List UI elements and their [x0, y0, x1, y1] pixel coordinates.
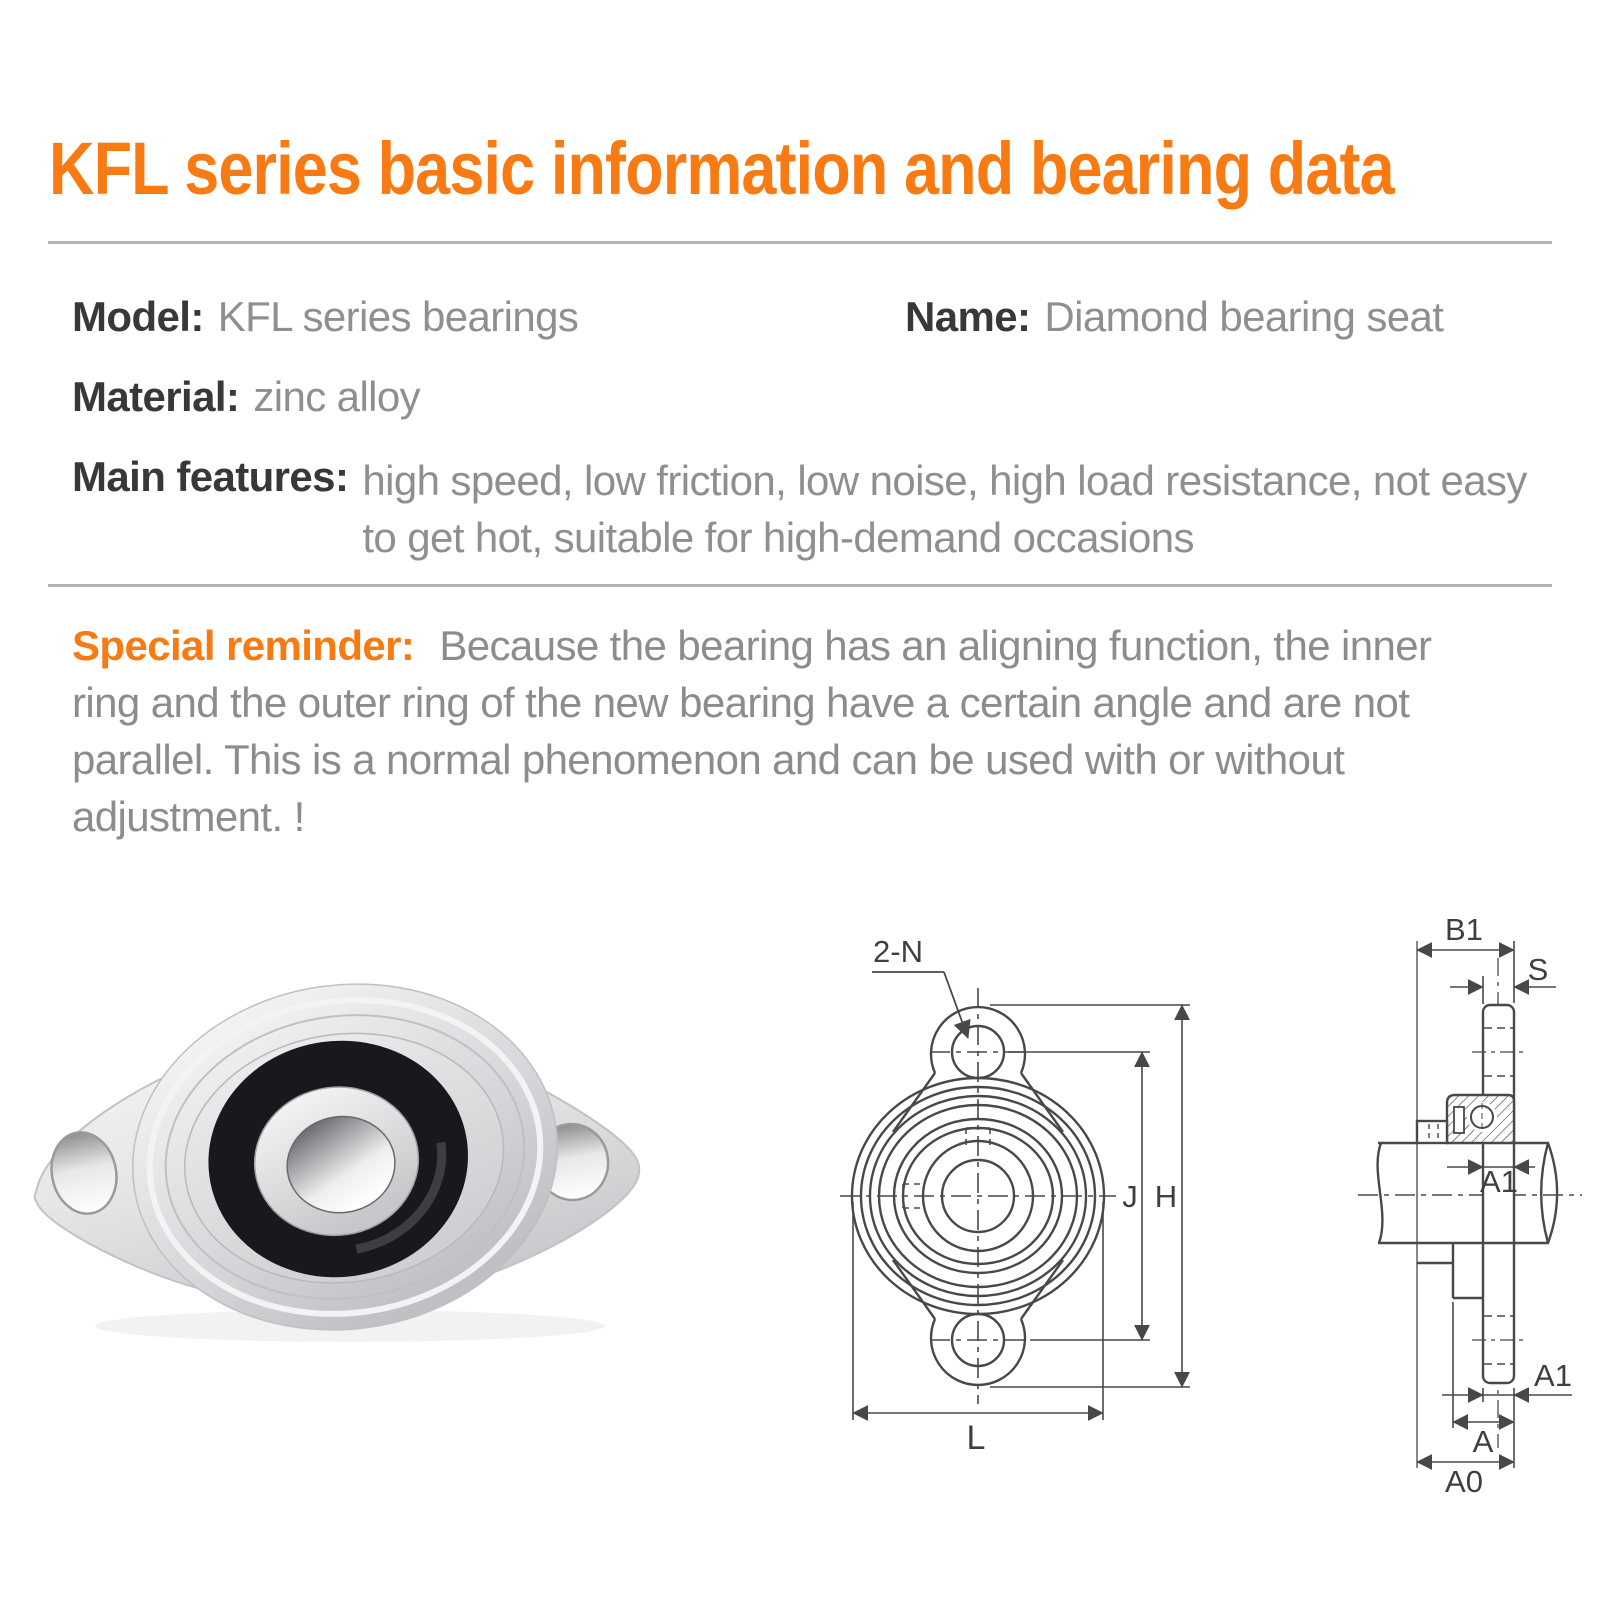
dim-label-2n: 2-N [873, 934, 923, 969]
spec-material [72, 372, 420, 422]
spec-name [905, 292, 1443, 342]
model-label: Model: [72, 293, 204, 340]
front-view-drawing [840, 934, 1190, 1457]
dim-label-l: L [966, 1419, 986, 1457]
name-value: Diamond bearing seat [1044, 293, 1444, 340]
features-value: high speed, low friction, low noise, high load resistance, not easy to get hot, suitable for high-demand occasions [362, 457, 1527, 561]
dim-label-a0: A0 [1445, 1464, 1483, 1499]
dim-label-s: S [1527, 952, 1549, 987]
special-reminder [72, 617, 1462, 845]
material-value: zinc alloy [253, 373, 421, 420]
dim-label-j: J [1122, 1179, 1138, 1214]
material-label: Material: [72, 373, 240, 420]
name-label: Name: [905, 293, 1031, 340]
collar-section [1417, 1121, 1447, 1143]
spec-model [72, 292, 578, 342]
divider-middle [48, 584, 1552, 587]
features-label: Main features: [72, 453, 349, 500]
product-photo [35, 957, 640, 1357]
model-value: KFL series bearings [217, 293, 579, 340]
side-view-drawing [1358, 912, 1582, 1499]
reminder-text: Because the bearing has an aligning function, the inner ring and the outer ring of the new bearing have a certain angle and are not parallel. This is a normal phenomenon and can be used with or without adjustment. ! [72, 622, 1432, 840]
reminder-label: Special reminder: [72, 622, 415, 669]
divider-top [48, 241, 1552, 244]
dim-label-a: A [1472, 1424, 1494, 1459]
bottom-graphics [0, 860, 1600, 1600]
dim-label-h: H [1154, 1179, 1178, 1214]
dim-label-a1-bottom: A1 [1534, 1358, 1572, 1393]
dim-label-a1-mid: A1 [1480, 1164, 1518, 1199]
spec-features [72, 452, 1532, 566]
page-title: KFL series basic information and bearing data [49, 127, 1394, 210]
dim-label-b1: B1 [1445, 912, 1483, 947]
bearing-housing [110, 957, 580, 1357]
